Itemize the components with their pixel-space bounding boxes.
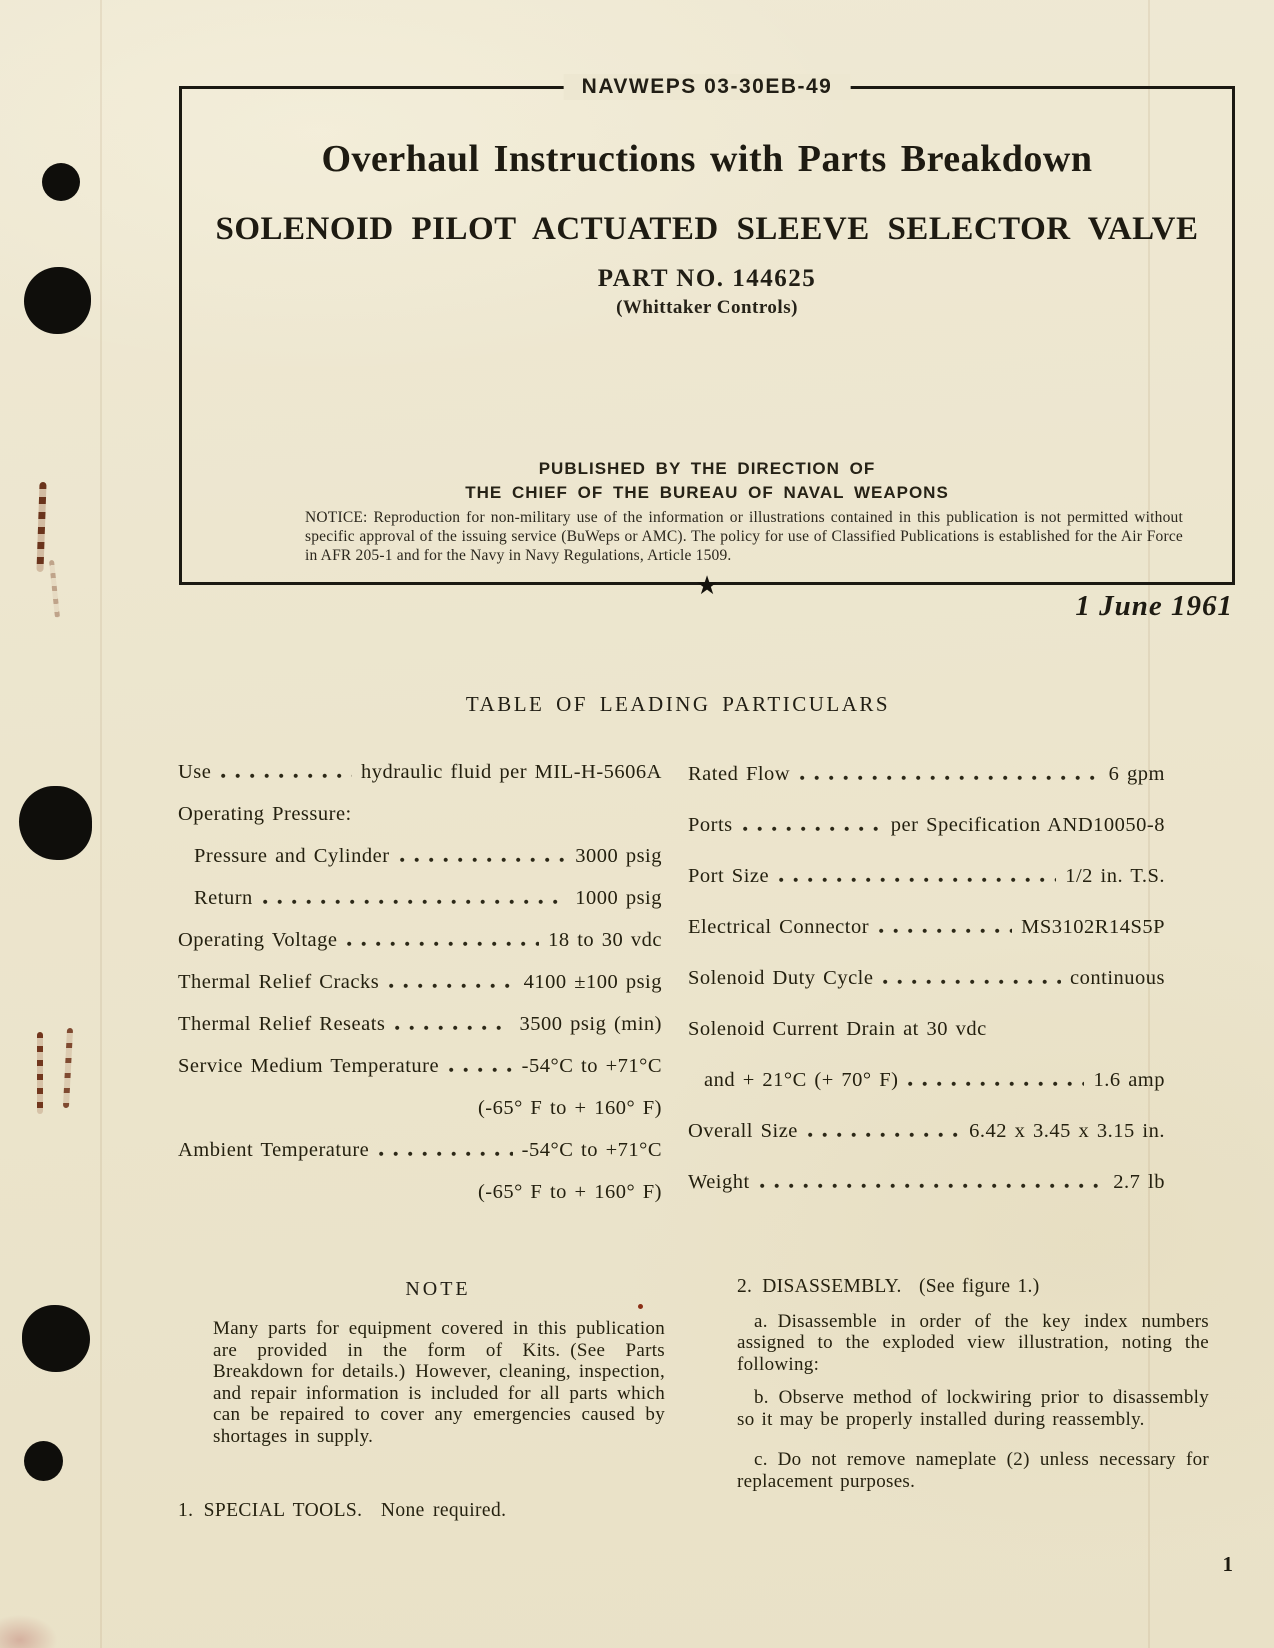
spec-row-rated-flow bbox=[688, 762, 1165, 786]
spec-row-current-drain-value bbox=[688, 1068, 1165, 1092]
binder-hole-mark bbox=[19, 786, 92, 860]
spec-row-overall-size bbox=[688, 1119, 1165, 1143]
spec-value: 2.7 lb bbox=[1113, 1171, 1165, 1193]
dot-leader bbox=[743, 825, 882, 831]
spec-label: Use bbox=[178, 761, 212, 783]
star-icon: ★ bbox=[695, 571, 719, 600]
ink-speck bbox=[638, 1304, 643, 1309]
dot-leader bbox=[221, 772, 352, 778]
spec-value: per Specification AND10050-8 bbox=[890, 814, 1165, 836]
spec-value: 3000 psig bbox=[575, 845, 662, 867]
document-title: Overhaul Instructions with Parts Breakdown bbox=[321, 138, 1093, 180]
spec-value: -54°C to +71°C bbox=[521, 1139, 662, 1161]
spec-label: Rated Flow bbox=[688, 763, 791, 785]
dot-leader bbox=[779, 876, 1056, 882]
spec-label: Pressure and Cylinder bbox=[194, 845, 390, 867]
spec-row-temperature-fahrenheit bbox=[178, 1096, 662, 1120]
spec-row-solenoid-current-drain bbox=[688, 1017, 1165, 1041]
spec-value: hydraulic fluid per MIL-H-5606A bbox=[360, 761, 662, 783]
binder-hole-mark bbox=[42, 163, 80, 201]
spec-value: continuous bbox=[1070, 967, 1165, 989]
equipment-title: SOLENOID PILOT ACTUATED SLEEVE SELECTOR VALVE bbox=[215, 211, 1199, 247]
spec-row-pressure-cylinder bbox=[178, 844, 662, 868]
binder-hole-mark bbox=[24, 1441, 63, 1481]
spec-label: Electrical Connector bbox=[688, 916, 870, 938]
corner-smudge bbox=[0, 1615, 57, 1648]
publication-date: 1 June 1961 bbox=[1075, 590, 1233, 622]
particulars-left-column bbox=[178, 760, 662, 1222]
published-by-line1: PUBLISHED BY THE DIRECTION OF bbox=[538, 459, 876, 478]
spec-label: Ports bbox=[688, 814, 733, 836]
spec-row-solenoid-duty-cycle bbox=[688, 966, 1165, 990]
disassembly-paragraph-b: b. Observe method of lockwiring prior to disassembly so it may be properly installed during reassembly. bbox=[737, 1387, 1209, 1430]
rust-stain bbox=[49, 560, 60, 618]
spec-row-thermal-relief-cracks bbox=[178, 970, 662, 994]
spec-value: 6 gpm bbox=[1108, 763, 1165, 785]
disassembly-paragraph-a: a. Disassemble in order of the key index numbers assigned to the exploded view illustration, noting the following: bbox=[737, 1310, 1209, 1375]
spec-row-use bbox=[178, 760, 662, 784]
dot-leader bbox=[347, 940, 539, 946]
spec-label: Operating Voltage bbox=[178, 929, 338, 951]
rust-stain bbox=[63, 1028, 73, 1108]
spec-label: Solenoid Duty Cycle bbox=[688, 967, 874, 989]
binder-hole-mark bbox=[24, 267, 91, 334]
spec-value: (-65° F to + 160° F) bbox=[477, 1181, 662, 1203]
spec-label: Port Size bbox=[688, 865, 770, 887]
document-number: NAVWEPS 03-30EB-49 bbox=[564, 74, 851, 100]
dot-leader bbox=[883, 978, 1061, 984]
spec-row-weight bbox=[688, 1170, 1165, 1194]
spec-row-operating-pressure bbox=[178, 802, 662, 826]
particulars-heading: TABLE OF LEADING PARTICULARS bbox=[465, 692, 891, 716]
dot-leader bbox=[389, 982, 514, 988]
dot-leader bbox=[908, 1080, 1084, 1086]
dot-leader bbox=[395, 1024, 510, 1030]
spec-value: 1.6 amp bbox=[1093, 1069, 1165, 1091]
spec-value: 1000 psig bbox=[575, 887, 662, 909]
rust-stain bbox=[37, 1032, 43, 1114]
spec-label: Ambient Temperature bbox=[178, 1139, 370, 1161]
paper-fold-line bbox=[100, 0, 102, 1648]
spec-label: Service Medium Temperature bbox=[178, 1055, 440, 1077]
spec-label: Weight bbox=[688, 1171, 750, 1193]
dot-leader bbox=[449, 1066, 513, 1072]
spec-label: and + 21°C (+ 70° F) bbox=[704, 1069, 899, 1091]
note-paragraph: Many parts for equipment covered in this publication are provided in the form of Kits. (See Parts Breakdown for details.) However, cleaning, inspection, and repair information is included for all parts which can be repaired to cover any emergencies caused by shortages in supply. bbox=[213, 1318, 665, 1447]
published-by-line2: THE CHIEF OF THE BUREAU OF NAVAL WEAPONS bbox=[465, 483, 949, 502]
title-box bbox=[179, 75, 1235, 600]
spec-label: Thermal Relief Cracks bbox=[178, 971, 380, 993]
dot-leader bbox=[808, 1131, 960, 1137]
spec-row-temperature-fahrenheit bbox=[178, 1180, 662, 1204]
spec-row-return bbox=[178, 886, 662, 910]
page-number: 1 bbox=[1222, 1552, 1233, 1576]
spec-row-port-size bbox=[688, 864, 1165, 888]
part-number: PART NO. 144625 bbox=[597, 265, 817, 292]
disassembly-paragraph-c: c. Do not remove nameplate (2) unless necessary for replacement purposes. bbox=[737, 1449, 1209, 1492]
spec-value: 1/2 in. T.S. bbox=[1065, 865, 1165, 887]
spec-value: 18 to 30 vdc bbox=[548, 929, 662, 951]
disassembly-section bbox=[737, 1276, 1209, 1492]
manufacturer: (Whittaker Controls) bbox=[616, 297, 798, 318]
notice-paragraph: NOTICE: Reproduction for non-military use of the information or illustrations contained in this publication is not permitted without specific approval of the issuing service (BuWeps or AMC). The policy for use of Classified Publications is established for the Air Force in AFR 205-1 and for the Navy in Navy Regulations, Article 1509. bbox=[305, 509, 1183, 564]
spec-row-ambient-temperature bbox=[178, 1138, 662, 1162]
spec-value: 4100 ±100 psig bbox=[523, 971, 662, 993]
spec-row-ports bbox=[688, 813, 1165, 837]
spec-row-thermal-relief-reseats bbox=[178, 1012, 662, 1036]
dot-leader bbox=[760, 1182, 1105, 1188]
dot-leader bbox=[879, 927, 1012, 933]
dot-leader bbox=[400, 856, 567, 862]
spec-value: MS3102R14S5P bbox=[1021, 916, 1165, 938]
dot-leader bbox=[800, 774, 1100, 780]
particulars-right-column bbox=[688, 762, 1165, 1221]
special-tools-heading: 1. SPECIAL TOOLS. None required. bbox=[178, 1500, 507, 1521]
spec-value: -54°C to +71°C bbox=[521, 1055, 662, 1077]
rust-stain bbox=[36, 482, 46, 572]
spec-value: 3500 psig (min) bbox=[519, 1013, 662, 1035]
spec-label: Solenoid Current Drain at 30 vdc bbox=[688, 1018, 987, 1040]
dot-leader bbox=[379, 1150, 512, 1156]
spec-row-electrical-connector bbox=[688, 915, 1165, 939]
spec-label: Operating Pressure: bbox=[178, 803, 352, 825]
spec-value: 6.42 x 3.45 x 3.15 in. bbox=[969, 1120, 1165, 1142]
spec-label: Thermal Relief Reseats bbox=[178, 1013, 386, 1035]
spec-label: Overall Size bbox=[688, 1120, 798, 1142]
dot-leader bbox=[263, 898, 566, 904]
spec-value: (-65° F to + 160° F) bbox=[477, 1097, 662, 1119]
note-heading: NOTE bbox=[405, 1278, 471, 1300]
spec-row-service-medium-temperature bbox=[178, 1054, 662, 1078]
binder-hole-mark bbox=[22, 1305, 90, 1372]
spec-row-operating-voltage bbox=[178, 928, 662, 952]
disassembly-heading: 2. DISASSEMBLY. (See figure 1.) bbox=[737, 1276, 1040, 1297]
spec-label: Return bbox=[194, 887, 253, 909]
